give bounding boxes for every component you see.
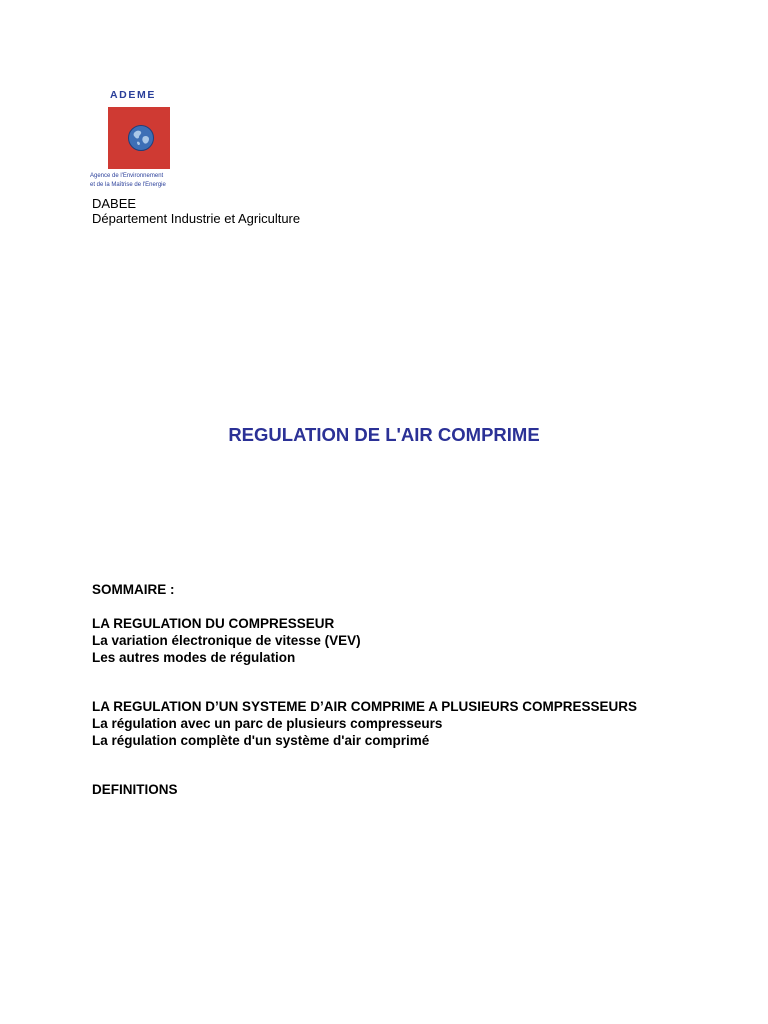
toc-section-1-heading: LA REGULATION DU COMPRESSEUR	[92, 616, 335, 631]
organization-block	[92, 196, 300, 226]
toc-section-2-heading: LA REGULATION D’UN SYSTEME D’AIR COMPRIME A PLUSIEURS COMPRESSEURS	[92, 699, 638, 714]
ademe-logo	[88, 88, 198, 198]
toc-section-2-item: La régulation complète d'un système d'air comprimé	[92, 733, 430, 748]
logo-red-square	[108, 107, 170, 169]
toc-section-1-item: Les autres modes de régulation	[92, 650, 296, 665]
org-name: DABEE	[92, 196, 137, 211]
logo-wordmark: ADEME	[110, 89, 156, 101]
document-title: REGULATION DE L'AIR COMPRIME	[228, 424, 540, 445]
toc-section-1-item: La variation électronique de vitesse (VEV)	[92, 633, 361, 648]
toc-heading: SOMMAIRE :	[92, 582, 175, 597]
org-department: Département Industrie et Agriculture	[92, 211, 301, 226]
logo-caption	[90, 172, 166, 190]
logo-caption-line2: et de la Maîtrise de l'Energie	[90, 182, 166, 188]
toc-section-2-item: La régulation avec un parc de plusieurs compresseurs	[92, 716, 443, 731]
logo-caption-line1: Agence de l'Environnement	[90, 173, 164, 179]
globe-icon	[127, 124, 155, 152]
toc-definitions: DEFINITIONS	[92, 782, 178, 797]
